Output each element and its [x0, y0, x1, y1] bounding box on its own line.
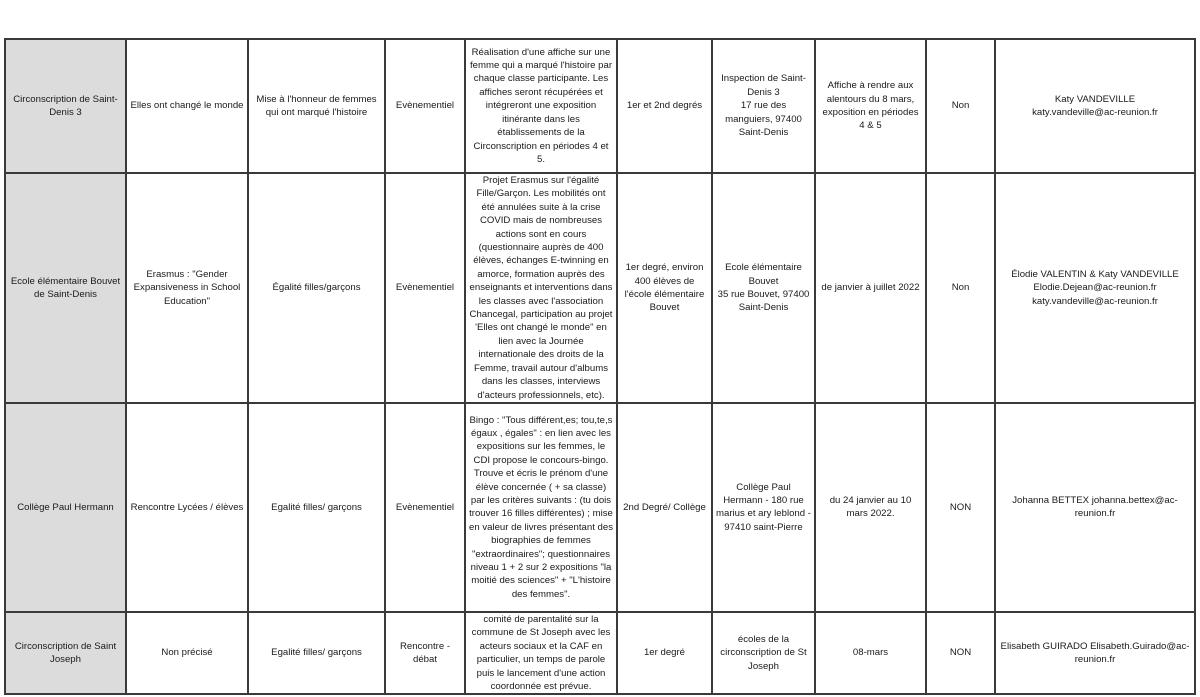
- lieu-cell: Inspection de Saint-Denis 3 17 rue des manguiers, 97400 Saint-Denis: [712, 39, 815, 173]
- organisme-cell: Circonscription de Saint Joseph: [5, 612, 126, 694]
- description-cell: comité de parentalité sur la commune de St Joseph avec les acteurs sociaux et la CAF en particulier, un temps de parole puis le lancement d'une action coordonnée est prévue.: [465, 612, 617, 694]
- type-cell: Evènementiel: [385, 39, 465, 173]
- actions-table: [4, 38, 1196, 695]
- table-row: [5, 612, 1195, 694]
- date-cell: de janvier à juillet 2022: [815, 173, 926, 403]
- date-cell: 08-mars: [815, 612, 926, 694]
- titre-cell: Erasmus : "Gender Expansiveness in School Education": [126, 173, 248, 403]
- public-cell: 1er degré: [617, 612, 712, 694]
- lieu-cell: écoles de la circonscription de St Joseph: [712, 612, 815, 694]
- theme-cell: Égalité filles/garçons: [248, 173, 385, 403]
- date-cell: Affiche à rendre aux alentours du 8 mars, exposition en périodes 4 & 5: [815, 39, 926, 173]
- public-cell: 1er et 2nd degrés: [617, 39, 712, 173]
- organisme-cell: Ecole élémentaire Bouvet de Saint-Denis: [5, 173, 126, 403]
- type-cell: Rencontre - débat: [385, 612, 465, 694]
- public-cell: 1er degré, environ 400 élèves de l'école élémentaire Bouvet: [617, 173, 712, 403]
- lieu-cell: Ecole élémentaire Bouvet 35 rue Bouvet, 97400 Saint-Denis: [712, 173, 815, 403]
- description-cell: Projet Erasmus sur l'égalité Fille/Garçon. Les mobilités ont été annulées suite à la crise COVID mais de nombreuses actions sont en cours (questionnaire auprès de 400 élèves, échanges E-twinning en amorce, formation auprès des enseignants et interventions dans les classes avec l'association Chancegal, participation au projet 'Elles ont changé le monde" en lien avec la Journée internationale des droits de la Femme, travail autour d'albums dans les classes, interviews d'acteurs professionnels, etc).: [465, 173, 617, 403]
- titre-cell: Rencontre Lycées / élèves: [126, 403, 248, 612]
- theme-cell: Mise à l'honneur de femmes qui ont marqué l'histoire: [248, 39, 385, 173]
- description-cell: Réalisation d'une affiche sur une femme qui a marqué l'histoire par chaque classe participante. Les affiches seront récupérées et intégreront une exposition itinérante dans les établissements de la Circonscription en périodes 4 et 5.: [465, 39, 617, 173]
- type-cell: Evènementiel: [385, 403, 465, 612]
- table-row: [5, 403, 1195, 612]
- titre-cell: Non précisé: [126, 612, 248, 694]
- description-cell: Bingo : "Tous différent,es; tou,te,s égaux , égales" : en lien avec les expositions sur les femmes, le CDI propose le concours-bingo. Trouve et écris le prénom d'une élève concernée ( + sa classe) par les critères suivants : (tu dois trouver 16 filles différentes) ; mise en valeur de livres présentant des biographies de femmes "extraordinaires"; questionnaires niveau 1 + 2 sur 2 expositions "la moitié des sciences" + "L'histoire des femmes".: [465, 403, 617, 612]
- ouvert-cell: Non: [926, 173, 995, 403]
- organisme-cell: Circonscription de Saint-Denis 3: [5, 39, 126, 173]
- ouvert-cell: Non: [926, 39, 995, 173]
- contact-cell: Johanna BETTEX johanna.bettex@ac-reunion.fr: [995, 403, 1195, 612]
- public-cell: 2nd Degré/ Collège: [617, 403, 712, 612]
- contact-cell: Élodie VALENTIN & Katy VANDEVILLE Elodie.Dejean@ac-reunion.fr katy.vandeville@ac-reunion.fr: [995, 173, 1195, 403]
- table-row: [5, 173, 1195, 403]
- date-cell: du 24 janvier au 10 mars 2022.: [815, 403, 926, 612]
- contact-cell: Katy VANDEVILLE katy.vandeville@ac-reunion.fr: [995, 39, 1195, 173]
- ouvert-cell: NON: [926, 403, 995, 612]
- ouvert-cell: NON: [926, 612, 995, 694]
- theme-cell: Egalité filles/ garçons: [248, 612, 385, 694]
- lieu-cell: Collège Paul Hermann - 180 rue marius et ary leblond - 97410 saint-Pierre: [712, 403, 815, 612]
- contact-cell: Elisabeth GUIRADO Elisabeth.Guirado@ac-reunion.fr: [995, 612, 1195, 694]
- titre-cell: Elles ont changé le monde: [126, 39, 248, 173]
- table-row: [5, 39, 1195, 173]
- theme-cell: Egalité filles/ garçons: [248, 403, 385, 612]
- organisme-cell: Collège Paul Hermann: [5, 403, 126, 612]
- type-cell: Evènementiel: [385, 173, 465, 403]
